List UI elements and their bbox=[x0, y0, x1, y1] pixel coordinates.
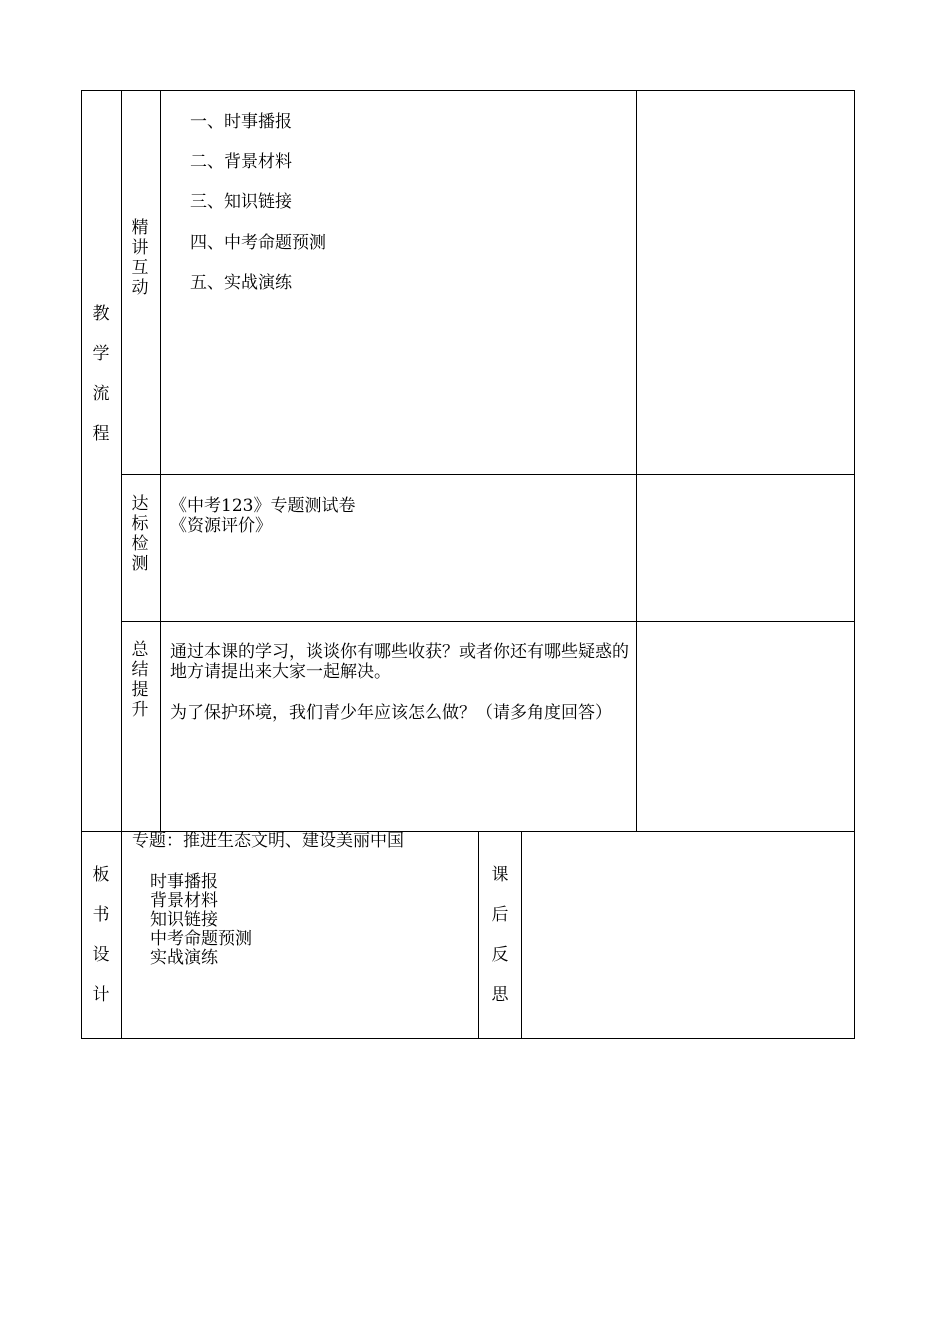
jingjiang-item-1: 一、时事播报 bbox=[190, 112, 292, 132]
col-divider-2 bbox=[160, 90, 161, 831]
zongjie-label bbox=[130, 640, 150, 720]
reflection-char-3: 反 bbox=[491, 945, 509, 965]
flow-char-4: 程 bbox=[92, 424, 110, 444]
zongjie-char-3: 提 bbox=[131, 680, 149, 700]
flow-char-1: 教 bbox=[92, 304, 110, 324]
jingjiang-char-2: 讲 bbox=[131, 238, 149, 258]
col-divider-1 bbox=[121, 90, 122, 1039]
board-design-label bbox=[91, 865, 111, 1025]
jingjiang-char-1: 精 bbox=[131, 218, 149, 238]
board-item-3: 知识链接 bbox=[150, 910, 218, 930]
reflection-char-1: 课 bbox=[491, 865, 509, 885]
zongjie-char-4: 升 bbox=[131, 700, 149, 720]
zongjie-char-2: 结 bbox=[131, 660, 149, 680]
board-item-4: 中考命题预测 bbox=[150, 929, 252, 949]
reflection-char-4: 思 bbox=[491, 985, 509, 1005]
dabiao-char-3: 检 bbox=[131, 534, 149, 554]
jingjiang-item-4: 四、中考命题预测 bbox=[190, 233, 326, 253]
zongjie-question-1: 通过本课的学习，谈谈你有哪些收获？或者你还有哪些疑惑的地方请提出来大家一起解决。 bbox=[170, 642, 629, 682]
dabiao-line-2: 《资源评价》 bbox=[170, 516, 272, 536]
board-item-1: 时事播报 bbox=[150, 872, 218, 892]
jingjiang-item-5: 五、实战演练 bbox=[190, 273, 292, 293]
dabiao-char-1: 达 bbox=[131, 494, 149, 514]
table-right-border bbox=[854, 90, 855, 1039]
board-item-5: 实战演练 bbox=[150, 948, 218, 968]
col-divider-reflection bbox=[521, 831, 522, 1038]
board-char-3: 设 bbox=[92, 945, 110, 965]
dabiao-char-2: 标 bbox=[131, 514, 149, 534]
jingjiang-label bbox=[130, 218, 150, 298]
board-item-2: 背景材料 bbox=[150, 891, 218, 911]
table-top-border bbox=[81, 90, 855, 91]
reflection-char-2: 后 bbox=[491, 905, 509, 925]
col-divider-board bbox=[478, 831, 479, 1038]
zongjie-question-2: 为了保护环境，我们青少年应该怎么做？（请多角度回答） bbox=[170, 703, 612, 723]
col-divider-3 bbox=[636, 90, 637, 831]
row-divider-1 bbox=[121, 474, 855, 475]
table-bottom-border bbox=[81, 1038, 855, 1039]
table-left-border bbox=[81, 90, 82, 1039]
board-char-1: 板 bbox=[92, 865, 110, 885]
dabiao-char-4: 测 bbox=[131, 554, 149, 574]
row-divider-2 bbox=[121, 621, 855, 622]
flow-char-3: 流 bbox=[92, 384, 110, 404]
board-topic: 专题：推进生态文明、建设美丽中国 bbox=[132, 831, 404, 851]
flow-char-2: 学 bbox=[92, 344, 110, 364]
teaching-flow-label bbox=[91, 304, 111, 464]
jingjiang-char-3: 互 bbox=[131, 258, 149, 278]
jingjiang-item-3: 三、知识链接 bbox=[190, 192, 292, 212]
reflection-label bbox=[490, 865, 510, 1025]
jingjiang-item-2: 二、背景材料 bbox=[190, 152, 292, 172]
zongjie-char-1: 总 bbox=[131, 640, 149, 660]
dabiao-line-1: 《中考123》专题测试卷 bbox=[170, 496, 356, 516]
jingjiang-char-4: 动 bbox=[131, 278, 149, 298]
board-char-4: 计 bbox=[92, 985, 110, 1005]
board-char-2: 书 bbox=[92, 905, 110, 925]
dabiao-label bbox=[130, 494, 150, 574]
